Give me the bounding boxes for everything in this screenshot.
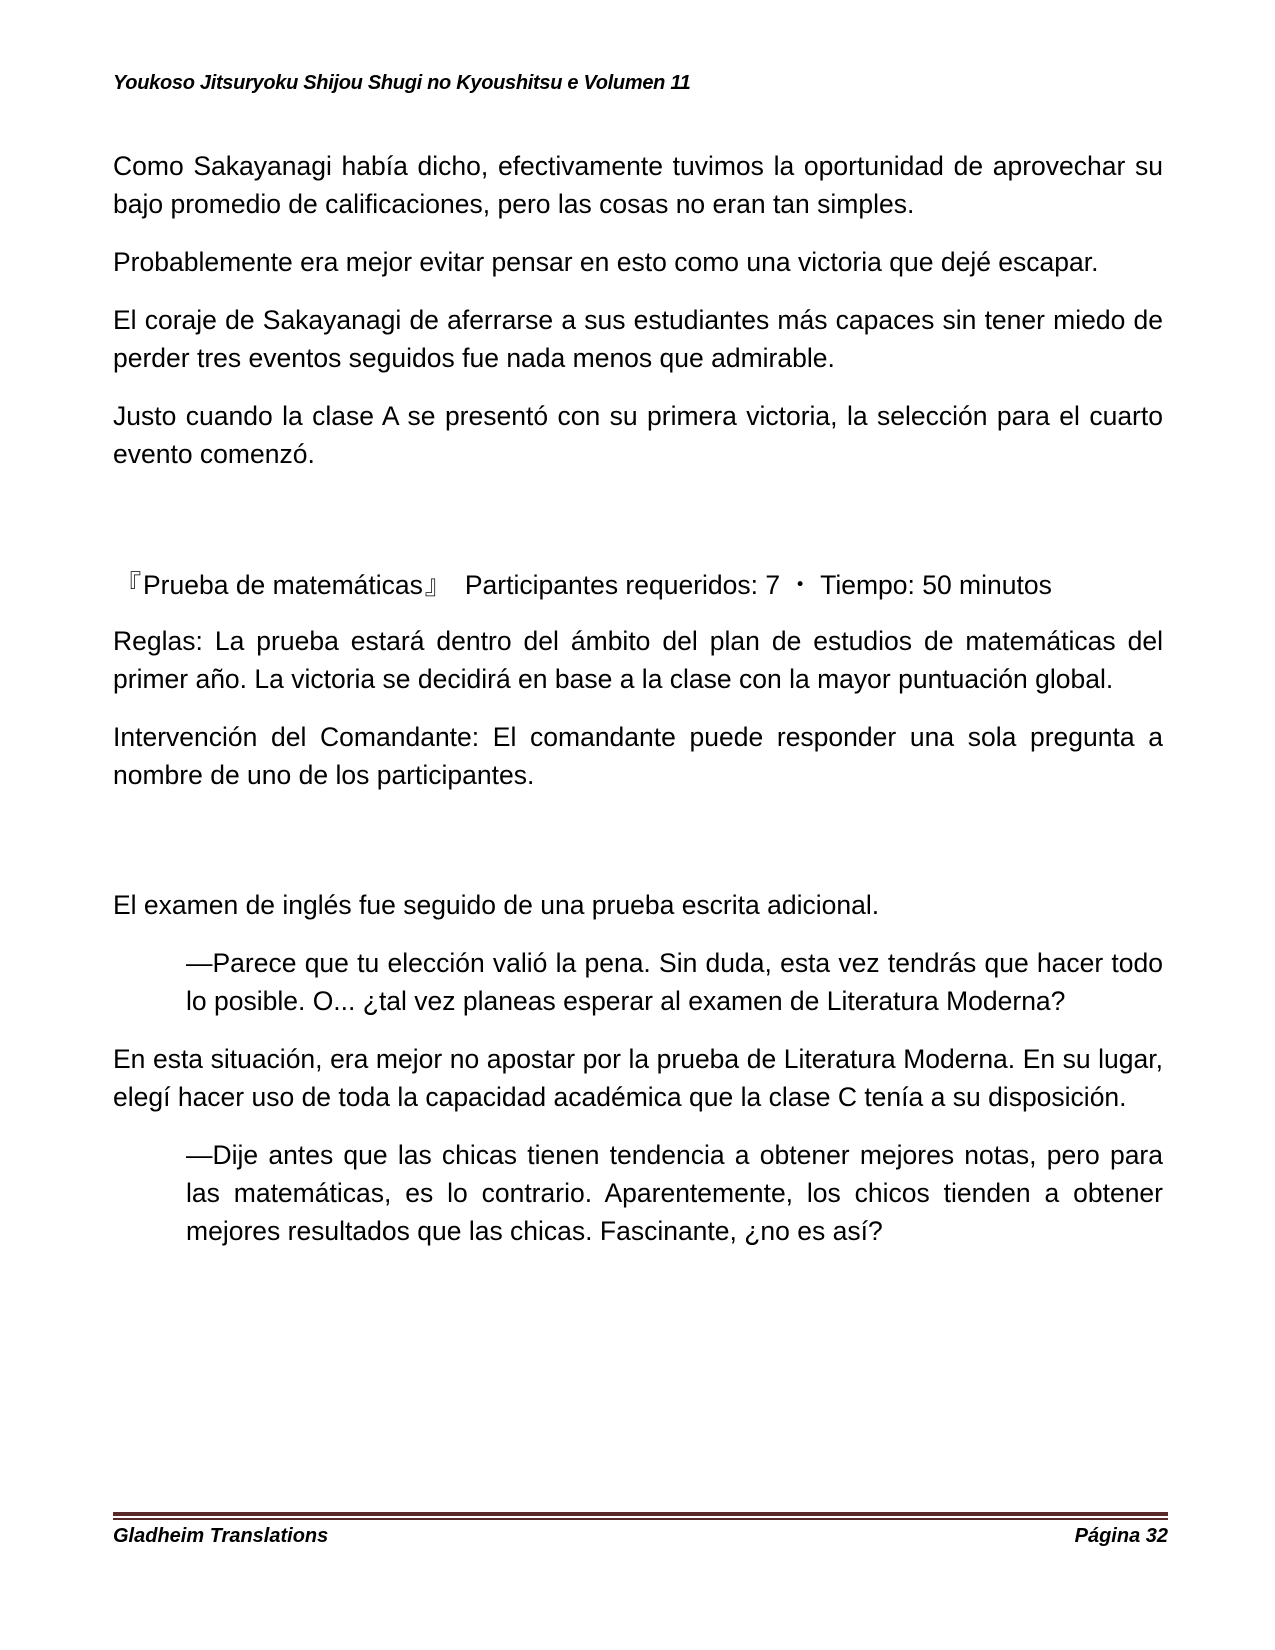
paragraph: Justo cuando la clase A se presentó con su primera victoria, la selección para el cuarto evento comenzó.: [113, 401, 1163, 469]
event-rules: Reglas: La prueba estará dentro del ámbito del plan de estudios de matemáticas del primer año. La victoria se decidirá en base a la clase con la mayor puntuación global.: [113, 626, 1163, 694]
paragraph: Como Sakayanagi había dicho, efectivamente tuvimos la oportunidad de aprovechar su bajo promedio de calificaciones, pero las cosas no eran tan simples.: [113, 151, 1163, 219]
event-name: Prueba de matemáticas: [143, 570, 423, 600]
close-bracket: 』: [424, 570, 452, 600]
footer-rule-thin: [113, 1518, 1168, 1520]
event-heading: [113, 566, 1163, 604]
section-gap: [113, 814, 1163, 886]
section-gap: [113, 493, 1163, 566]
event-time: Tiempo: 50 minutos: [820, 570, 1052, 600]
footer-rule-thick: [113, 1512, 1168, 1516]
event-commander: Intervención del Comandante: El comandante puede responder una sola pregunta a nombre de uno de los participantes.: [113, 722, 1163, 790]
dialogue-quote: —Parece que tu elección valió la pena. Sin duda, esta vez tendrás que hacer todo lo posible. O... ¿tal vez planeas esperar al examen de Literatura Moderna?: [186, 948, 1163, 1016]
open-bracket: 『: [114, 570, 142, 600]
paragraph: En esta situación, era mejor no apostar por la prueba de Literatura Moderna. En su lugar, elegí hacer uso de toda la capacidad académica que la clase C tenía a su disposición.: [113, 1044, 1163, 1112]
footer-page-number: Página 32: [1074, 1525, 1168, 1547]
dialogue-quote: —Dije antes que las chicas tienen tendencia a obtener mejores notas, pero para las matemáticas, es lo contrario. Aparentemente, los chicos tienden a obtener mejores resultados que las chicas. Fascinante, ¿no es así?: [186, 1140, 1163, 1246]
footer-publisher: Gladheim Translations: [113, 1525, 329, 1547]
page-footer: [113, 1525, 1168, 1548]
paragraph: El coraje de Sakayanagi de aferrarse a sus estudiantes más capaces sin tener miedo de perder tres eventos seguidos fue nada menos que admirable.: [113, 305, 1163, 373]
running-header: Youkoso Jitsuryoku Shijou Shugi no Kyoushitsu e Volumen 11: [113, 72, 691, 94]
event-participants: Participantes requeridos: 7: [464, 570, 781, 600]
event-separator: ・: [786, 570, 814, 600]
body-text: [113, 147, 1163, 1270]
paragraph: El examen de inglés fue seguido de una prueba escrita adicional.: [113, 890, 880, 920]
footer-rule: [113, 1512, 1168, 1520]
paragraph: Probablemente era mejor evitar pensar en esto como una victoria que dejé escapar.: [113, 247, 1099, 277]
document-page: [113, 0, 1168, 1650]
